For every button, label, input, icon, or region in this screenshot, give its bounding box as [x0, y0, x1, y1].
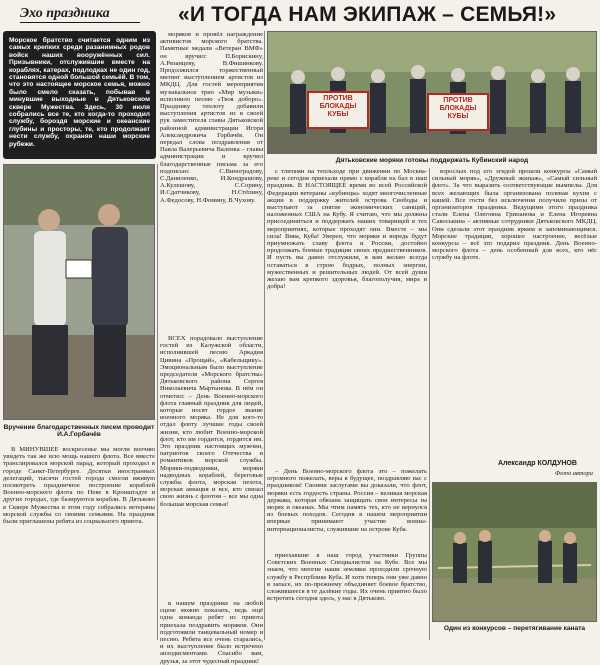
section-title: Эхо праздника: [20, 6, 110, 21]
photo-credit: Фото автора: [555, 470, 593, 477]
cuba-support-image: [268, 32, 596, 153]
banner-1: ПРОТИВ БЛОКАДЫ КУБЫ: [319, 95, 357, 118]
headline: «И ТОГДА НАМ ЭКИПАЖ – СЕМЬЯ!»: [178, 3, 557, 26]
intro-box: Морское братство считается одним из самых крепких среди разанимных родов войск наших вооружённых сил. Призывники, отслужившие вместе на кораблях, катерах, подлодках не один год, становятся одной большой семьёй. В том, что это настоящее морское семья, можно было смело сказать, побывав в минувшие выходные в Дятьковском сквере Мужества. Здесь, 30 июля собрались все те, кто когда-то проходил службу, бороздя морские и океанские глубины и просторы, те, кто продолжает нести службу, охраняя наши морские рубежи.: [3, 31, 156, 159]
text-column-2: [160, 335, 263, 635]
photo-tug-of-war: [432, 482, 597, 622]
photo-award-ceremony: [3, 164, 155, 420]
column-divider: [157, 164, 158, 640]
article-header: [0, 0, 600, 30]
author-signature: Александр КОЛДУНОВ: [498, 460, 577, 467]
top-photo-caption: Дятьковские моряки готовы поддержать Кубинский народ: [335, 157, 529, 164]
left-photo-caption: Вручение благодарственных писем проводит И.А.Горбачёв: [3, 424, 155, 439]
text-column-8: [160, 600, 263, 665]
text-column-1: [160, 31, 263, 331]
column-6-text: – День Военно-морского флота это – пожелать огромного пожелать, веры в будущее, поздравляю вас с праздником! Своими заслугами вы доказали, что флот, моряки есть гордость страны. Россия – великая морская держава, которая обязана защищать свои интересы на морях и океанах. Мы чтим память тех, кто не вернулся из боевых походов. Сегодня в нашем мероприятии впервые принимают участие воины-интернационалисты, служившие на острове Куба.: [267, 468, 427, 533]
column-divider: [429, 168, 430, 640]
column-7-text: приехавшие в наш город участники Группы Советских Военных Специалистов на Кубе. Все мы знаем, что многие наши земляки проходили срочную службу в Республике Куба. И хотя теперь они уже давно в запасе, их по-прежнему объединяет боевое братство, сложившееся в те далёкие годы. Их очень приятно было встретить сегодня здесь, у нас в Дятьково.: [267, 552, 427, 603]
tug-of-war-image: [433, 483, 596, 621]
banner-2: ПРОТИВ БЛОКАДЫ КУБЫ: [439, 97, 477, 120]
photo-cuba-support: [267, 31, 597, 154]
column-8-text: в нашем празднике на любой сцене можно показать, ведь ещё одна команда ребят из приюта приехала поздравить моряков. Они подготовили танцевальный номер и песню. Ребята все очень старались, и их выступление было встречено аплодисментами. Спасибо вам, друзья, за этот чудесный праздник!: [160, 600, 263, 665]
column-2-text: ВСЕХ порадовало выступление гостей из Калужской области, исполнившей песню Аркадия Цивина «Прощай», «Кабельщику». Эмоциональным было выступление председателя «Морского братства» Дятьковского района Сергея Николаевича Мартынова. В нём он отметил: – День Военно-морского флота главный праздник для людей, которые носят гордое звание военного моряка. Не для кого-то отдал флоту лучшие годы своей жизни, кто любит Военно-морской флот, кто им гордится, гордится им. Это праздник настоящих мужчин, патриотов своего Отечества и романтиков морской службы. Моряки-подводники, моряки надводных кораблей, береговые службы флота, морская пехота, морская авиация и все, кто связал свою жизнь с флотом – все мы одна большая морская семья!: [160, 335, 263, 508]
award-ceremony-image: [4, 165, 154, 419]
text-column-5: [3, 446, 155, 640]
column-divider: [264, 31, 265, 640]
text-column-6: [267, 468, 427, 548]
text-column-7: [267, 552, 427, 640]
column-3-text: с тлитами на тепльходе при движении по Москва-реке и сегодня приехали прямо с корабля на бал в наш праздник. В НАСТОЯЩЕЕ время во всей Российской Федерации ветераны «кубинцы» ходят многочисленные акции в поддержку жителей острова Свободы и выступают за снятие экономических санкций, наложенных США на Кубу. Я считаю, что мы должны присоединиться и поддержать наших товарищей в тех мероприятиях, которые проходят они. Вместе – мы сила! Вива, Куба! Уверен, что моряки и впредь будут приумножать славу флота и России, достойно продолжать боевые традиции своих предшественников. И пусть вы давно отслужили, я вам желаю всегда оставаться в строю бодрых, полных энергии, мужественных и решительных людей. От всей души желаю вам крепкого здоровья, благополучия, мира и добра!: [267, 168, 427, 291]
section-underline: [20, 22, 140, 23]
bottom-photo-caption: Один из конкурсов – перетягивание каната: [443, 625, 586, 632]
text-column-4: [432, 168, 597, 458]
column-1-text: моряков и провёл награждение активистов морского братства. Памятные медали «Ветеран ВМФ» он вручил: П.Борискину, А.Рязанцеву, В.Фишинкову. Продолжился торжественный митинг выступлением артистов из МКДЦ. Для гостей мероприятия музыкальное трио «Мир музыки» исполнило песню «Твоя доборо». Празднику теплоту добавили выступления артистов из в своей рук заместителя главы Дятьковской районной администрации Игоря Александровича Горбачёв. Он передал слова поздравления от Павла Валерьевича Валенка – главы администрации и вручил благодарственные письма за его подписью: С.Виноградову, С.Даниленко, И.Кондрашову, А.Кулешову, С.Сорину, И.Сдатчикову, Н.Стёпину, А.Федосову, Н.Фомину, В.Чухову.: [160, 31, 263, 204]
text-column-3: [267, 168, 427, 468]
column-4-text: взрослых под его эгидой прошли конкурсы «Самый сильный моряк», «Дружный экипаж», «Самый сильный флот». За что выразить соответствующие вымпелы. Для всех желающих была организована полевая кухня с кашей. Все гости без исключения получили призы от организаторов праздника. Ведущими этого праздника стали Елена Олеговна Грипанова и Елена Игоревна Савоськина – активные сотрудники Дятьковского МКДЦ. Они сделали этот праздник ярким и запоминающимся. Морские традиции, хорошее настроение, весёлые конкурсы – всё это подарил праздник. День Военно-морского флота – день особенный для всех, кто нёс службу на флоте.: [432, 168, 597, 262]
column-5-text: В МИНУВШЕЕ воскресенье мы могли воочию увидеть так же всю мощь нашего флота. Все вместе транслировался морской парад, который проходил в городе Санкт-Петербурге. Десятки иностранных делегаций, тысячи гостей города смогли вживую посмотреть праздничное построение кораблей Военно-морского флота по Неве в Кронштадте и других городах, где базируются корабли. В Дятьково в Сквере Мужества в этом году собрались ветераны морской службы со своими семьями. На праздник были приглашены ребята из социального приюта.: [3, 446, 155, 526]
